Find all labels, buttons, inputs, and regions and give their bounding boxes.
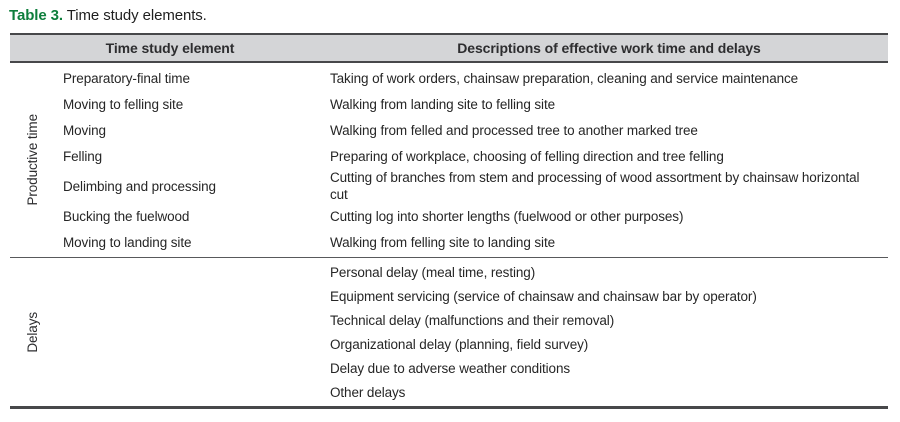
element-cell: Delimbing and processing <box>63 178 216 194</box>
element-cell: Moving to felling site <box>63 96 184 112</box>
description-cell: Walking from landing site to felling site <box>330 96 556 112</box>
table-row <box>55 356 888 380</box>
table-row <box>55 65 888 91</box>
table-row <box>55 308 888 332</box>
description-cell: Organizational delay (planning, field survey) <box>330 336 589 352</box>
table-header-row <box>10 35 888 63</box>
description-cell: Walking from felling site to landing site <box>330 234 556 250</box>
table-caption <box>9 6 890 26</box>
row-group-label: Productive time <box>25 114 40 206</box>
time-study-table <box>10 33 888 409</box>
table-row <box>55 260 888 284</box>
row-group-cell <box>10 258 55 406</box>
table-caption-label: Table 3. <box>9 7 63 24</box>
table-row <box>55 143 888 169</box>
table-row <box>55 203 888 229</box>
table-row <box>55 284 888 308</box>
description-cell: Other delays <box>330 384 406 400</box>
description-cell: Taking of work orders, chainsaw preparation, cleaning and service maintenance <box>330 70 799 86</box>
table-row <box>55 169 888 203</box>
description-cell: Preparing of workplace, choosing of felling direction and tree felling <box>330 148 724 164</box>
description-cell: Equipment servicing (service of chainsaw and chainsaw bar by operator) <box>330 288 757 304</box>
row-group-label: Delays <box>25 311 40 353</box>
element-cell: Moving <box>63 122 106 138</box>
table-body <box>10 63 888 406</box>
column-header-time-study-element: Time study element <box>105 40 235 56</box>
section-delays <box>10 257 888 406</box>
section-rows <box>55 258 888 406</box>
description-cell: Technical delay (malfunctions and their removal) <box>330 312 615 328</box>
table-row <box>55 380 888 404</box>
description-cell: Cutting of branches from stem and processing of wood assortment by chainsaw horizontal cut <box>330 170 860 202</box>
section-rows <box>55 63 888 257</box>
row-group-cell <box>10 63 55 257</box>
description-cell: Cutting log into shorter lengths (fuelwood or other purposes) <box>330 208 684 224</box>
element-cell: Bucking the fuelwood <box>63 208 190 224</box>
table-row <box>55 332 888 356</box>
column-header-descriptions: Descriptions of effective work time and delays <box>457 40 761 56</box>
section-productive-time <box>10 63 888 257</box>
table-row <box>55 117 888 143</box>
element-cell: Moving to landing site <box>63 234 192 250</box>
description-cell: Walking from felled and processed tree to another marked tree <box>330 122 698 138</box>
element-cell: Preparatory-final time <box>63 70 190 86</box>
description-cell: Personal delay (meal time, resting) <box>330 264 536 280</box>
element-cell: Felling <box>63 148 103 164</box>
description-cell: Delay due to adverse weather conditions <box>330 360 570 376</box>
table-caption-text: Time study elements. <box>66 7 207 24</box>
table-row <box>55 229 888 255</box>
table-row <box>55 91 888 117</box>
